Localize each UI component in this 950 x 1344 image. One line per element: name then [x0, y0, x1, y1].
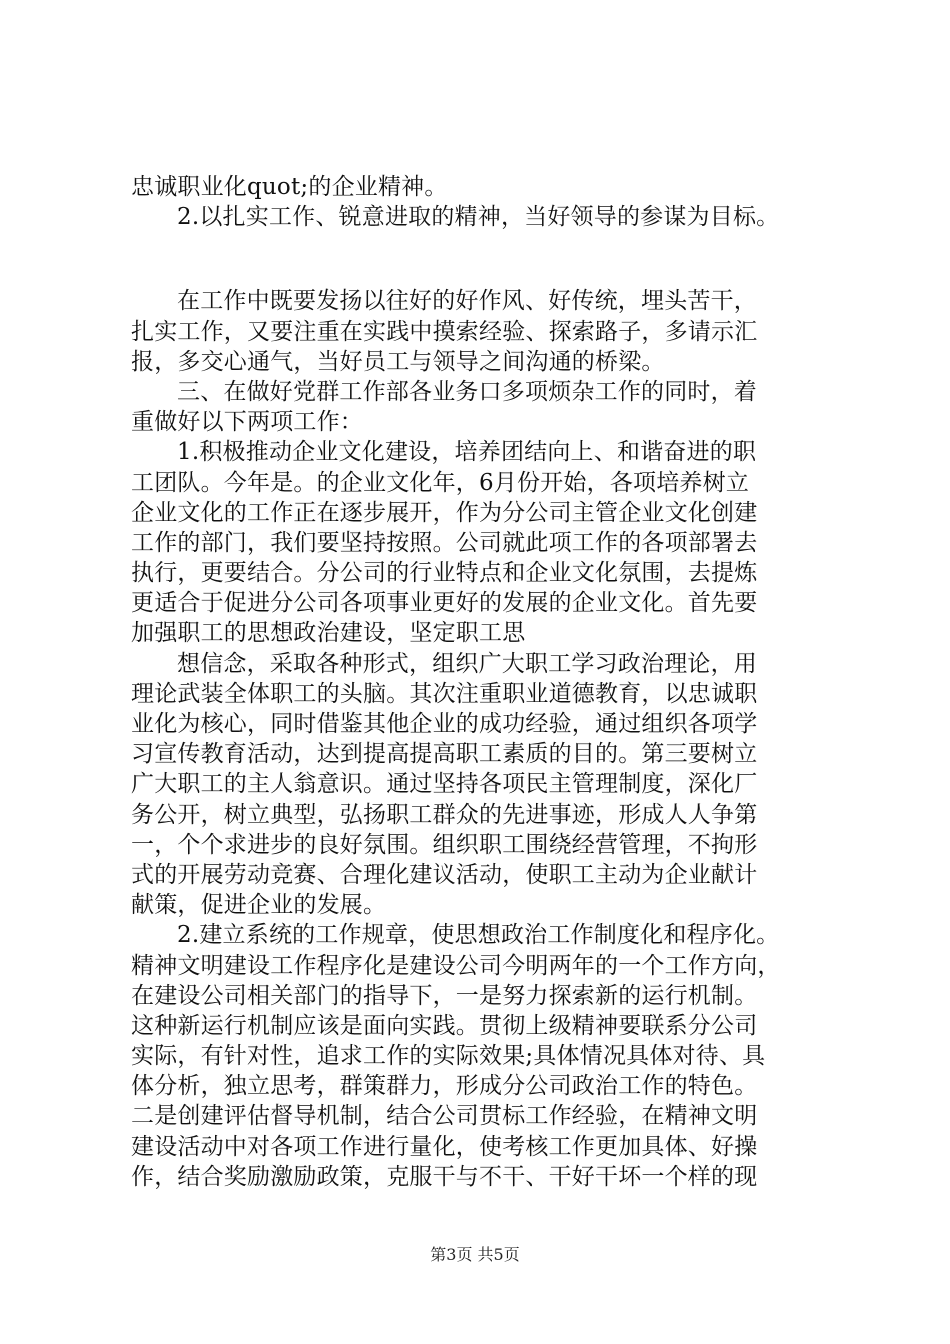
text-line: 广大职工的主人翁意识。通过坚持各项民主管理制度，深化厂 — [131, 771, 758, 798]
text-line: 报，多交心通气，当好员工与领导之间沟通的桥梁。 — [131, 348, 665, 375]
text-line: 二是创建评估督导机制，结合公司贯标工作经验，在精神文明 — [131, 1103, 758, 1130]
text-line: 扎实工作，又要注重在实践中摸索经验、探索路子，多请示汇 — [131, 318, 758, 345]
text-line: 工作的部门，我们要坚持按照。公司就此项工作的各项部署去 — [131, 529, 758, 556]
document-body — [131, 172, 831, 1192]
text-line: 献策，促进企业的发展。 — [131, 892, 387, 919]
text-line: 习宣传教育活动，达到提高提高职工素质的目的。第三要树立 — [131, 741, 758, 768]
text-line: 在工作中既要发扬以往好的好作风、好传统，埋头苦干， — [177, 288, 757, 315]
text-line: 这种新运行机制应该是面向实践。贯彻上级精神要联系分公司 — [131, 1012, 758, 1039]
text-line: 务公开，树立典型，弘扬职工群众的先进事迹，形成人人争第 — [131, 801, 758, 828]
text-line: 作，结合奖励激励政策，克服干与不干、干好干坏一个样的现 — [131, 1163, 758, 1190]
text-line: 工团队。今年是。的企业文化年，6月份开始，各项培养树立 — [131, 469, 750, 496]
text-line: 实际，有针对性，追求工作的实际效果;具体情况具体对待、具 — [131, 1043, 766, 1070]
text-line: 建设活动中对各项工作进行量化，使考核工作更加具体、好操 — [131, 1133, 758, 1160]
text-line: 2.以扎实工作、锐意进取的精神，当好领导的参谋为目标。 — [177, 204, 780, 231]
text-line: 加强职工的思想政治建设，坚定职工思 — [131, 620, 526, 647]
paragraph-gap — [131, 232, 831, 286]
text-line: 1.积极推动企业文化建设，培养团结向上、和谐奋进的职 — [177, 439, 757, 466]
text-line: 精神文明建设工作程序化是建设公司今明两年的一个工作方向， — [131, 952, 781, 979]
text-line: 一，个个求进步的良好氛围。组织职工围绕经营管理，不拘形 — [131, 831, 758, 858]
text-line: 2.建立系统的工作规章，使思想政治工作制度化和程序化。 — [177, 922, 780, 949]
text-line: 在建设公司相关部门的指导下，一是努力探索新的运行机制。 — [131, 982, 758, 1009]
text-line: 忠诚职业化quot;的企业精神。 — [131, 174, 448, 200]
text-line: 想信念，采取各种形式，组织广大职工学习政治理论，用 — [177, 650, 757, 677]
text-line: 式的开展劳动竞赛、合理化建议活动，使职工主动为企业献计 — [131, 861, 758, 888]
text-line: 三、在做好党群工作部各业务口多项烦杂工作的同时，着 — [177, 378, 757, 405]
text-line: 理论武装全体职工的头脑。其次注重职业道德教育，以忠诚职 — [131, 680, 758, 707]
text-line: 执行，更要结合。分公司的行业特点和企业文化氛围，去提炼 — [131, 560, 758, 587]
text-line: 企业文化的工作正在逐步展开，作为分公司主管企业文化创建 — [131, 499, 758, 526]
text-line: 体分析，独立思考，群策群力，形成分公司政治工作的特色。 — [131, 1073, 758, 1100]
page-footer: 第3页 共5页 — [430, 1245, 520, 1264]
text-line: 业化为核心，同时借鉴其他企业的成功经验，通过组织各项学 — [131, 711, 758, 737]
text-line: 更适合于促进分公司各项事业更好的发展的企业文化。首先要 — [131, 590, 758, 617]
text-line: 重做好以下两项工作： — [131, 409, 363, 436]
